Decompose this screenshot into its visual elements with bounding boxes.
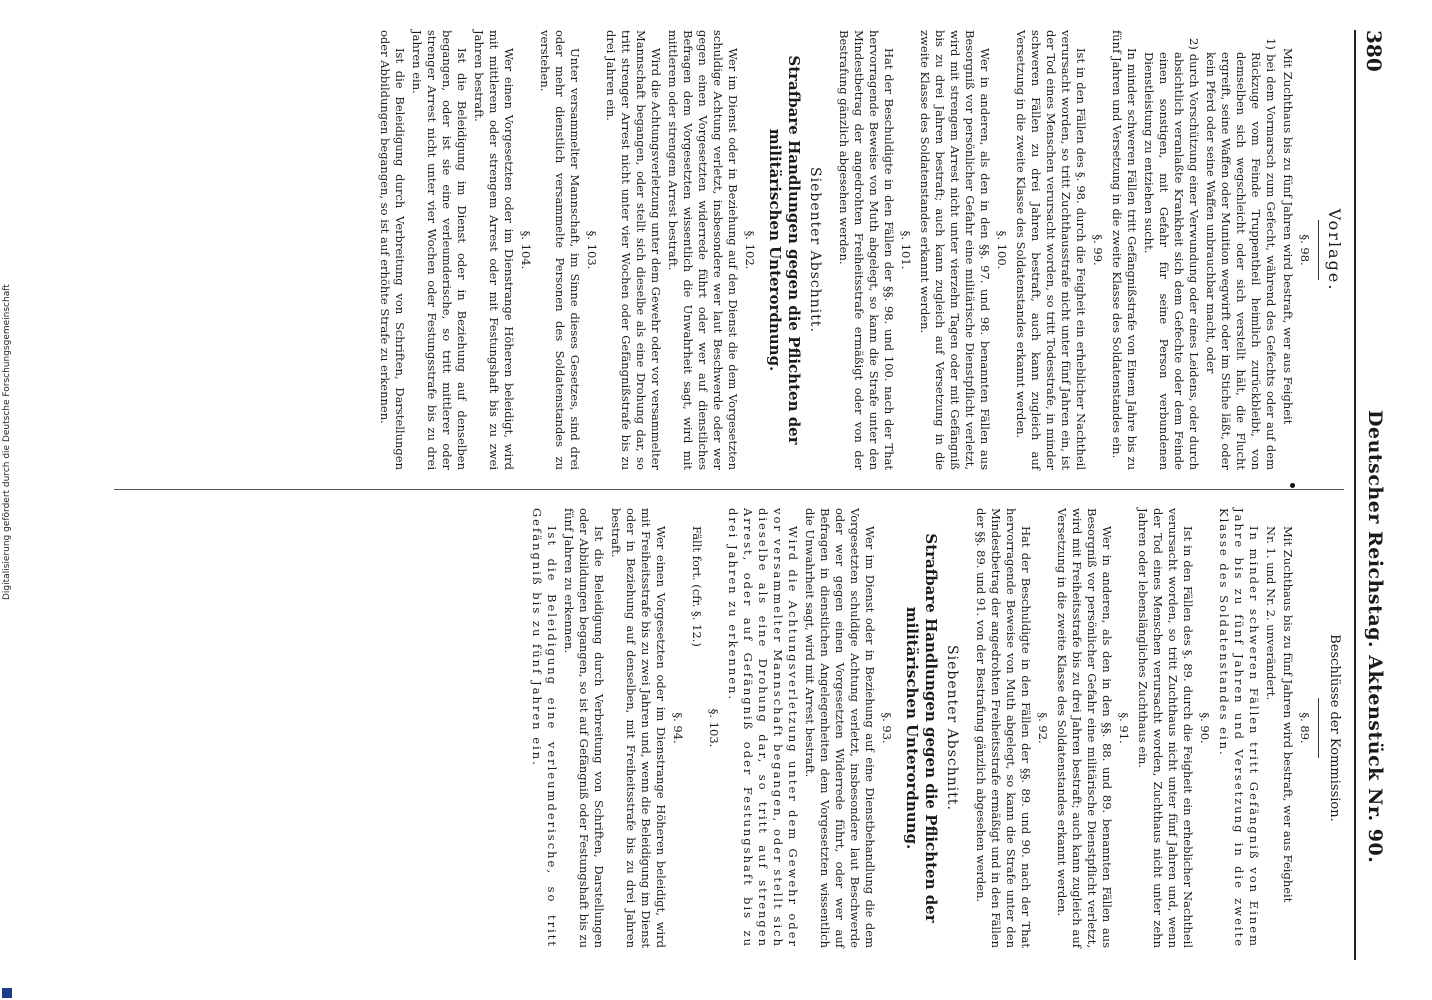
digitization-credit: Digitalisierung gefördert durch die Deutsche Forschungsgemeinschaft (2, 284, 12, 600)
paragraph-text: Ist die Beleidigung durch Verbreitung von Schriften, Darstellungen oder Abbildungen begangen, so ist auf erhöhte Strafe zu erkennen. (378, 30, 407, 470)
paragraph-mark: §. 90. (1198, 712, 1212, 744)
section-subtitle: Strafbare Handlungen gegen die Pflichten der militärischen Unterordnung. (766, 55, 803, 445)
paragraph-text: Hat der Beschuldigte in den Fällen der §§. 98. und 100. nach der That hervorragende Beweise von Muth abgelegt, so kann die Strafe unter den Mindestbetrag der angedrohten Freiheitsstrafe ermäßigt oder von der Bestrafung gänzlich abgesehen werden. (837, 30, 896, 470)
paragraph-text: Mit Zuchthaus bis zu fünf Jahren wird bestraft, wer aus Feigheit (1281, 526, 1295, 903)
paragraph-text: Ist in den Fällen des §. 98. durch die Feigheit ein erheblicher Nachtheil verursacht worden, so tritt Zuchthausstrafe nicht unter fünf Jahren ein, ist der Tod eines Menschen verursacht worden, so tritt Todesstrafe, in minder schweren Fällen zu drei Jahren bestraft, auch kann zugleich auf Versetzung in die zweite Klasse des Soldatenstandes erkannt werden. (1014, 30, 1088, 470)
paragraph-text: Hat der Beschuldigte in den Fällen der §§. 89. und 90. nach der That hervorragende Beweise von Muth abgelegt, so kann die Strafe unter den Mindestbetrag der angedrohten Freiheitsstrafe ermäßigt und in den Fällen der §§. 89. und 91. von der Bestrafung gänzlich abgesehen werden. (974, 508, 1033, 948)
paragraph-mark: §. 101. (899, 230, 913, 270)
paragraph-text: Wer in anderen, als den in den §§. 97. und 98. benannten Fällen aus Besorgniß vor persönlicher Gefahr eine militärische Dienstpflicht verletzt, wird mit strengem Arrest nicht unter vierzehn Tagen oder mit Gefängniß bis zu drei Jahren bestraft; auch kann zugleich auf Versetzung in die zweite Klasse des Soldatenstandes erkannt werden. (918, 30, 992, 470)
paragraph-text: Wer einen Vorgesetzten oder im Dienstrange Höheren beleidigt, wird mit Freiheitsstrafe bis zu zwei Jahren und, wenn die Beleidigung im Dienst oder in Beziehung auf denselben, mit Freiheitsstrafe bis zu drei Jahren bestraft. (609, 508, 668, 948)
paragraph-mark: §. 103. (707, 708, 721, 748)
right-column-kommission (527, 508, 1344, 948)
paragraph-text: Wer im Dienst oder in Beziehung auf eine Dienstbehandlung die dem Vorgesetzten schuldige Achtung verletzt, insbesondere laut Beschwerde oder wer gegen einen Vorgesetzten Widerrede führt, oder wer auf Befragen in dienstlichen Angelegenheiten dem Vorgesetzten wissentlich die Unwahrheit sagt, wird mit Arrest bestraft. (803, 508, 877, 948)
paragraph-mark: §. 104. (519, 230, 533, 270)
paragraph-text: Ist die Beleidigung im Dienst oder in Beziehung auf denselben begangen, oder ist sie eine verleumderische, so tritt mittlerer oder strenger Arrest nicht unter vier Wochen oder Festungsstrafe bis zu drei Jahren ein. (410, 30, 469, 470)
paragraph-text: Ist in den Fällen des §. 89. durch die Feigheit ein erheblicher Nachtheil verursacht worden, so tritt Zuchthaus nicht unter fünf Jahren und, wenn der Tod eines Menschen verursacht worden, Zuchthaus nicht unter zehn Jahren oder lebenslängliches Zuchthaus ein. (1136, 508, 1195, 948)
page-number: 380 (1362, 30, 1386, 72)
heading-rule (1318, 220, 1319, 280)
dfg-logo-icon (2, 988, 12, 998)
column-divider (114, 489, 1344, 490)
left-column-vorlage (375, 30, 1344, 470)
section-subtitle: Strafbare Handlungen gegen die Pflichten der militärischen Unterordnung. (903, 533, 940, 923)
paragraph-text: Mit Zuchthaus bis zu fünf Jahren wird bestraft, wer aus Feigheit (1281, 48, 1295, 425)
column-heading-kommission: Beschlüsse der Kommission. (1327, 634, 1342, 822)
paragraph-text: Wer in anderen, als den in den §§. 88. und 89. benannten Fällen aus Besorgniß vor persönlicher Gefahr eine militärische Dienstpflicht verletzt, wird mit Freiheitsstrafe bis zu drei Jahren bestraft; auch kann zugleich auf Versetzung in die zweite Klasse des Soldatenstandes erkannt werden. (1055, 508, 1114, 948)
page-content (92, 30, 1392, 960)
paragraph-text: Unter versammelter Mannschaft, im Sinne dieses Gesetzes, sind drei oder mehr dienstlich versammelte Personen des Soldatenstandes zu verstehen. (538, 30, 582, 470)
section-title: Siebenter Abschnitt. (807, 167, 823, 333)
paragraph-mark: §. 99. (1091, 234, 1105, 266)
list-item: 2) durch Vorschützung einer Verwundung oder eines Leidens, oder durch absichtlich veranlaßte Krankheit sich dem Gefechte oder dem Feinde einen sonstigen, mit Gefahr für seine Person verbundenen Dienstleistung zu entziehen sucht. (1142, 38, 1201, 470)
paragraph-text: Wer einen Vorgesetzten oder im Dienstrange Höheren beleidigt, wird mit mittlerem oder strengem Arrest oder mit Festungshaft bis zu zwei Jahren bestraft. (472, 30, 516, 470)
paragraph-mark: §. 102. (743, 230, 757, 270)
paragraph-text: Ist die Beleidigung eine verleumderische, so tritt Gefängniß bis zu fünf Jahren ein. (530, 508, 559, 948)
paragraph-text: Wer im Dienst oder in Beziehung auf den Dienst die dem Vorgesetzten schuldige Achtung verletzt, insbesondere wer laut Beschwerde oder wer gegen einen Vorgesetzten widerrede führt oder wer auf dienstliches Befragen dem Vorgesetzten wissentlich die Unwahrheit sagt, wird mit mittlerem oder strengem Arrest bestraft. (666, 30, 740, 470)
paragraph-mark: §. 91. (1117, 712, 1131, 744)
column-heading-vorlage: Vorlage. (1325, 208, 1344, 292)
paragraph-mark: §. 103. (585, 230, 599, 270)
page-header (1354, 30, 1392, 960)
paragraph-mark: §. 100. (995, 230, 1009, 270)
paragraph-text: Wird die Achtungsverletzung unter dem Gewehr oder vor versammelter Mannschaft begangen, oder stellt sich dieselbe als eine Drohung dar, so tritt auf strengen Arrest, oder auf Gefängniß oder Festungshaft bis zu drei Jahren zu erkennen. (726, 508, 800, 948)
ink-dot (1290, 483, 1295, 488)
paragraph-mark: §. 94. (671, 712, 685, 744)
paragraph-mark: §. 89. (1298, 712, 1312, 744)
paragraph-mark: §. 98. (1298, 234, 1312, 266)
paragraph-text: Fällt fort. (cfr. §. 12.) (690, 526, 704, 647)
paragraph-text: In minder schweren Fällen tritt Gefängnißstrafe von Einem Jahre bis zu fünf Jahren und Versetzung in die zweite Klasse des Soldatenstandes ein. (1110, 30, 1139, 470)
columns (104, 30, 1344, 960)
paragraph-mark: §. 93. (880, 712, 894, 744)
page-title: Deutscher Reichstag. Aktenstück Nr. 90. (1364, 410, 1386, 864)
paragraph-text: Ist die Beleidigung durch Verbreitung von Schriften, Darstellungen oder Abbildungen begangen, so ist auf Gefängniß oder Festungshaft bis zu fünf Jahren zu erkennen. (562, 508, 606, 948)
paragraph-text: In minder schweren Fällen tritt Gefängniß von Einem Jahre bis zu fünf Jahren und Versetzung in die zweite Klasse des Soldatenstandes ein. (1217, 508, 1261, 948)
paragraph-text: Nr. 1. und Nr. 2. unverändert. (1264, 526, 1278, 701)
heading-rule (1318, 698, 1319, 758)
list-item: 1) bei dem Vormarsch zum Gefecht, während des Gefechts oder auf dem Rückzuge vom Feinde Truppentheil heimlich zurückbleibt, von demselben sich wegschleicht oder sich verstellt hält, die Flucht ergreift, seine Waffen oder Munition wegwirft oder im Stiche läßt, oder kein Pferd oder seine Waffen unbrauchbar macht, oder (1204, 38, 1278, 470)
paragraph-text: Wird die Achtungsverletzung unter dem Gewehr oder vor versammelter Mannschaft begangen, oder stellt sich dieselbe als eine Drohung dar, so tritt strenger Arrest nicht unter vier Wochen oder Gefängnißstrafe bis zu drei Jahren ein. (604, 30, 663, 470)
section-title: Siebenter Abschnitt. (944, 645, 960, 811)
paragraph-mark: §. 92. (1036, 712, 1050, 744)
